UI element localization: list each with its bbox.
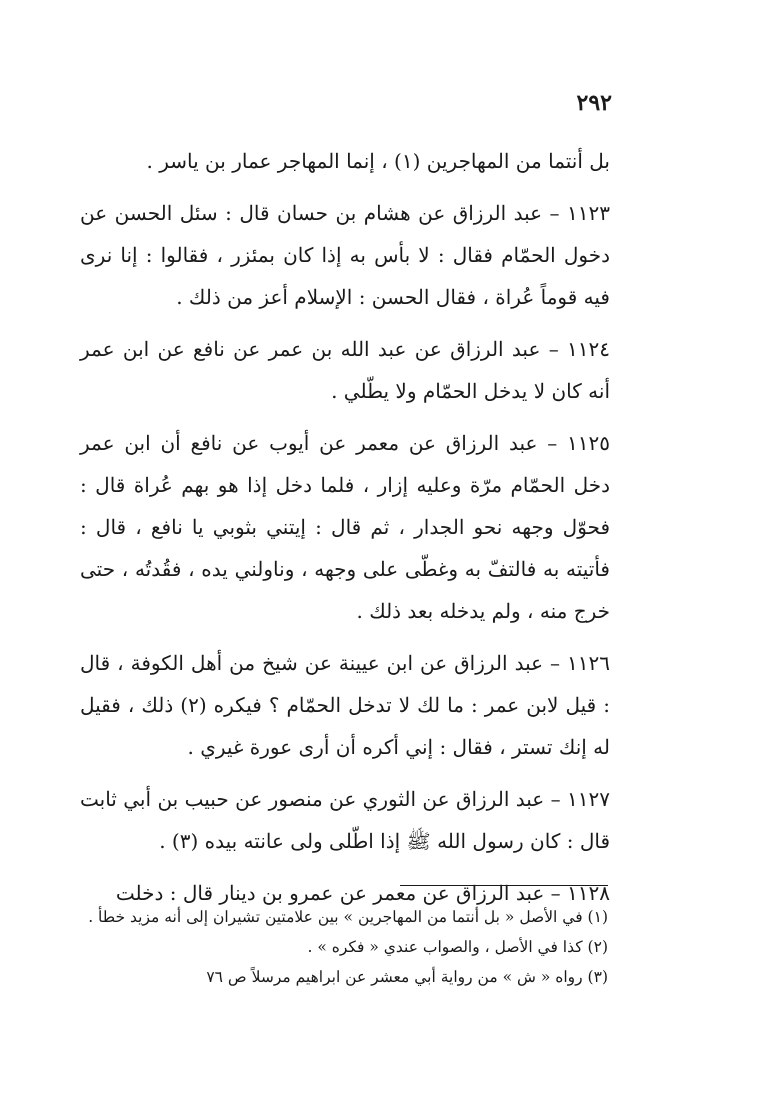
paragraph-hadith-1125: ١١٢٥ – عبد الرزاق عن معمر عن أيوب عن نافع أن ابن عمر دخل الحمّام مرّة وعليه إزار ، فلما دخل إذا هو بهم عُراة قال : فحوّل وجهه نحو الجدار ، ثم قال : إيتني بثوبي يا نافع ، قال : فأتيته به فالتفّ به وغطّى على وجهه ، وناولني يده ، فقُدتُه ، حتى خرج منه ، ولم يدخله بعد ذلك . [80, 431, 610, 623]
paragraph-hadith-1128: ١١٢٨ – عبد الرزاق عن معمر عن عمرو بن دينار قال : دخلت [115, 881, 610, 905]
paragraph-hadith-1127: ١١٢٧ – عبد الرزاق عن الثوري عن منصور عن حبيب بن أبي ثابت قال : كان رسول الله ﷺ إذا اطّلى ولى عانته بيده (٣) . [80, 787, 610, 853]
footnote-3: (٣) رواه « ش » من رواية أبي معشر عن ابراهيم مرسلاً ص ٧٦ [206, 968, 608, 986]
footnote-divider [400, 885, 608, 886]
page-number: ٢٩٢ [576, 90, 612, 116]
footnote-1: (١) في الأصل « بل أنتما من المهاجرين » بين علامتين تشيران إلى أنه مزيد خطأ . [88, 908, 608, 926]
footnotes [80, 902, 608, 992]
body-text [80, 140, 610, 914]
paragraph-hadith-1126: ١١٢٦ – عبد الرزاق عن ابن عيينة عن شيخ من أهل الكوفة ، قال : قيل لابن عمر : ما لك لا تدخل الحمّام ؟ فيكره (٢) ذلك ، فقيل له إنك تستر ، فقال : إني أكره أن أرى عورة غيري . [80, 651, 610, 759]
paragraph-continuation: بل أنتما من المهاجرين (١) ، إنما المهاجر عمار بن ياسر . [146, 149, 610, 173]
footnote-2: (٢) كذا في الأصل ، والصواب عندي « فكره » . [307, 938, 608, 956]
paragraph-hadith-1123: ١١٢٣ – عبد الرزاق عن هشام بن حسان قال : سئل الحسن عن دخول الحمّام فقال : لا بأس به إذا كان بمئزر ، فقالوا : إنا نرى فيه قوماً عُراة ، فقال الحسن : الإسلام أعز من ذلك . [80, 201, 610, 309]
paragraph-hadith-1124: ١١٢٤ – عبد الرزاق عن عبد الله بن عمر عن نافع عن ابن عمر أنه كان لا يدخل الحمّام ولا يطّلي . [80, 337, 610, 403]
